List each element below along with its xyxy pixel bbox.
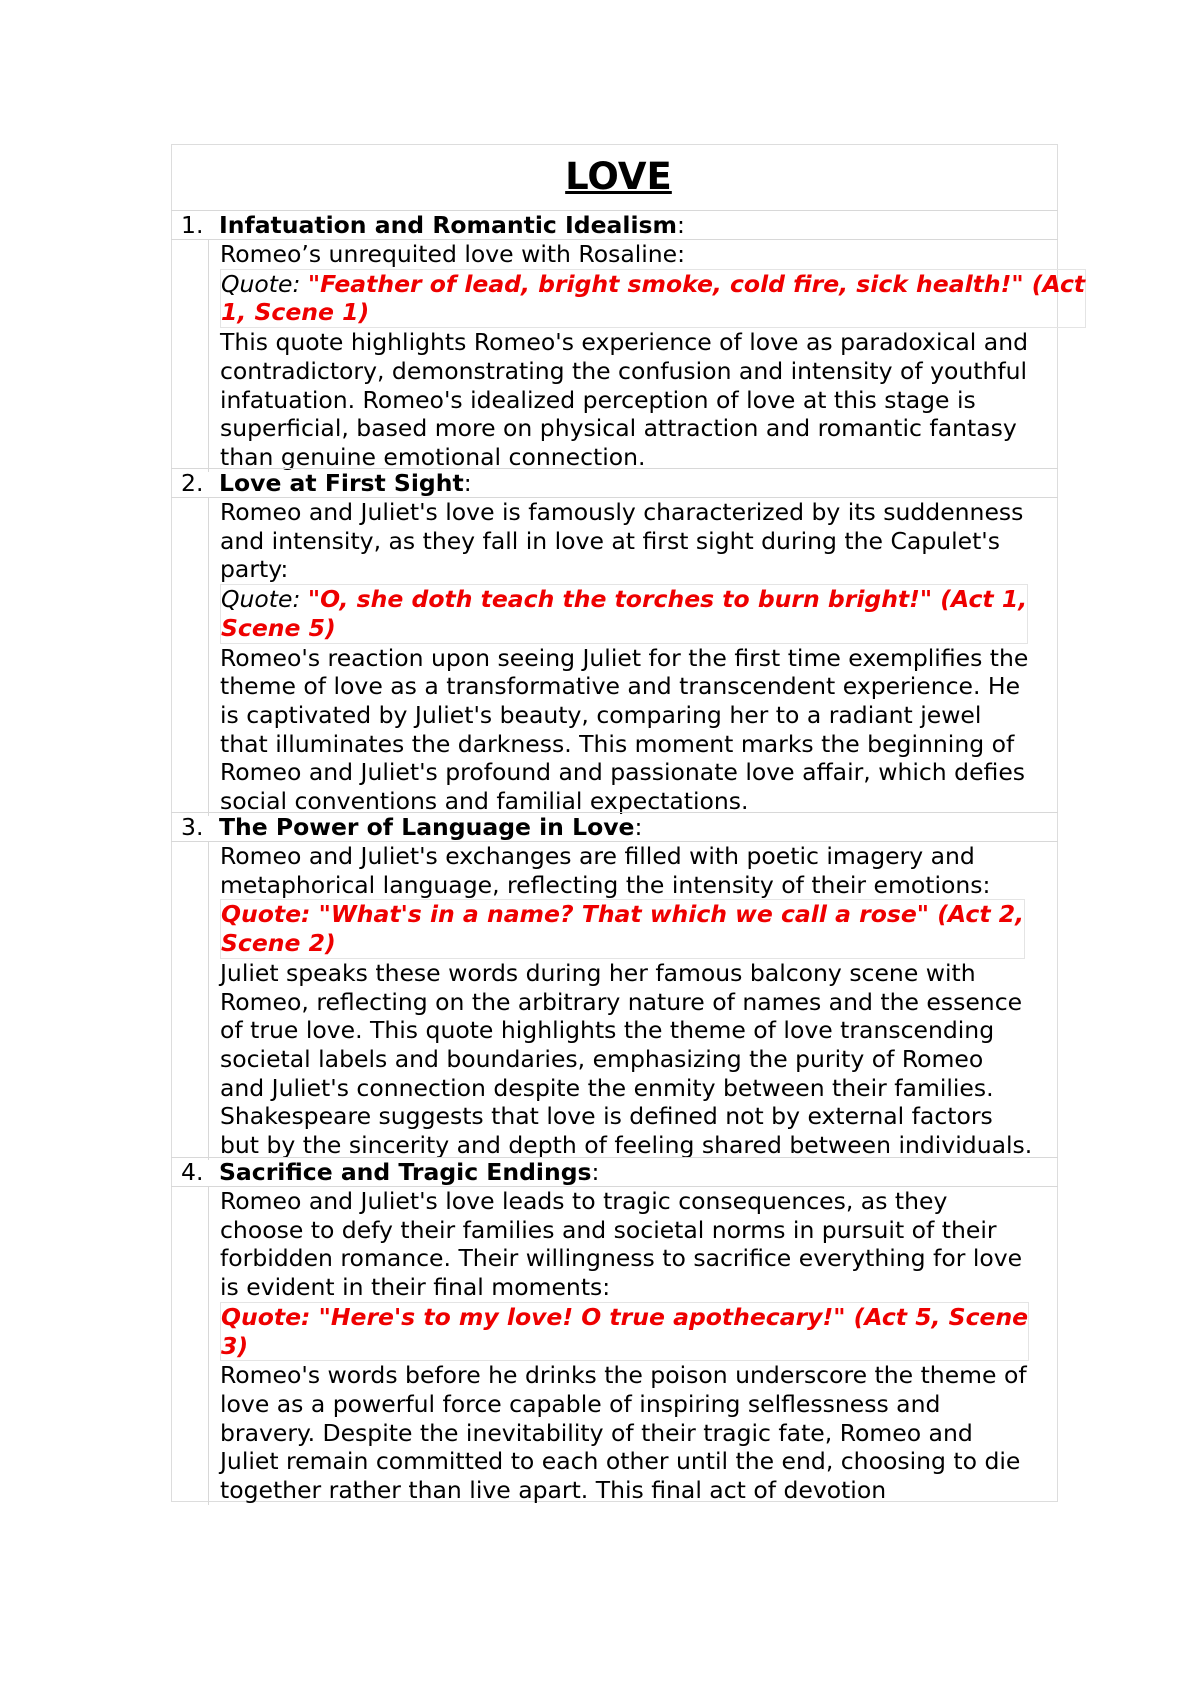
analysis-line: social conventions and familial expectations.: [220, 787, 749, 816]
section-title: Sacrifice and Tragic Endings: [219, 1158, 592, 1186]
analysis-line: together rather than live apart. This final act of devotion: [220, 1476, 887, 1505]
quote-text: Scene 2): [221, 929, 336, 958]
analysis-line: Romeo, reflecting on the arbitrary nature of names and the essence: [220, 987, 1023, 1016]
section-title: Love at First Sight: [219, 469, 464, 497]
quote-label: Quote:: [221, 269, 308, 298]
intro-line: and intensity, as they fall in love at first sight during the Capulet's: [220, 526, 1000, 555]
section-number: 2.: [181, 469, 204, 497]
quote-block: [220, 269, 1086, 328]
quote-text: 1, Scene 1): [221, 298, 370, 327]
quote-label: Quote:: [221, 1302, 319, 1331]
analysis-line: love as a powerful force capable of inspiring selflessness and: [220, 1389, 941, 1418]
section-number: 4.: [181, 1158, 204, 1186]
quote-text: "O, she doth teach the torches to burn bright!" (Act 1,: [307, 585, 1028, 614]
intro-line: forbidden romance. Their willingness to sacrifice everything for love: [220, 1244, 1023, 1273]
intro-line: is evident in their final moments:: [220, 1273, 611, 1302]
quote-block: [220, 584, 1028, 643]
intro-line: Romeo and Juliet's love is famously characterized by its suddenness: [220, 498, 1024, 526]
section-heading-1: [171, 210, 1058, 240]
intro-line: Romeo’s unrequited love with Rosaline:: [220, 240, 686, 268]
quote-label: Quote:: [221, 585, 308, 614]
quote-text: 3): [221, 1331, 249, 1360]
intro-line: choose to defy their families and societal norms in pursuit of their: [220, 1215, 997, 1244]
analysis-line: Romeo's words before he drinks the poison underscore the theme of: [220, 1361, 1027, 1390]
analysis-line: Juliet speaks these words during her famous balcony scene with: [220, 958, 976, 987]
analysis-line: that illuminates the darkness. This moment marks the beginning of: [220, 729, 1015, 758]
quote-block: [220, 899, 1025, 958]
analysis-line: Shakespeare suggests that love is defined not by external factors: [220, 1102, 993, 1131]
analysis-line: but by the sincerity and depth of feeling shared between individuals.: [220, 1131, 1033, 1160]
analysis-line: Romeo and Juliet's profound and passionate love affair, which defies: [220, 758, 1026, 787]
intro-line: Romeo and Juliet's love leads to tragic consequences, as they: [220, 1187, 948, 1215]
section-title: The Power of Language in Love: [219, 813, 635, 841]
quote-text: Scene 5): [221, 613, 336, 642]
section-heading-2: [171, 468, 1058, 498]
analysis-line: Romeo's reaction upon seeing Juliet for the first time exemplifies the: [220, 643, 1029, 672]
intro-line: Romeo and Juliet's exchanges are filled with poetic imagery and: [220, 842, 975, 870]
section-heading-3: [171, 812, 1058, 842]
analysis-line: theme of love as a transformative and transcendent experience. He: [220, 672, 1021, 701]
quote-block: [220, 1302, 1029, 1361]
section-number: 1.: [181, 211, 204, 239]
section-body-2: [208, 498, 1058, 816]
analysis-line: than genuine emotional connection.: [220, 442, 646, 471]
analysis-line: infatuation. Romeo's idealized perception of love at this stage is: [220, 385, 976, 414]
analysis-line: of true love. This quote highlights the theme of love transcending: [220, 1016, 995, 1045]
quote-text: "Feather of lead, bright smoke, cold fire, sick health!" (Act: [307, 269, 1086, 298]
analysis-line: This quote highlights Romeo's experience of love as paradoxical and: [220, 328, 1029, 357]
intro-line: party:: [220, 555, 289, 584]
heading-colon: :: [591, 1158, 600, 1186]
section-body-1: [208, 240, 1086, 472]
quote-text: "What's in a name? That which we call a rose" (Act 2,: [318, 900, 1025, 929]
section-number: 3.: [181, 813, 204, 841]
section-body-3: [208, 842, 1058, 1160]
analysis-line: bravery. Despite the inevitability of their tragic fate, Romeo and: [220, 1418, 973, 1447]
heading-colon: :: [676, 211, 685, 239]
heading-colon: :: [463, 469, 472, 497]
analysis-line: contradictory, demonstrating the confusion and intensity of youthful: [220, 356, 1028, 385]
analysis-line: Juliet remain committed to each other until the end, choosing to die: [220, 1447, 1021, 1476]
quote-label: Quote:: [221, 900, 319, 929]
analysis-line: societal labels and boundaries, emphasizing the purity of Romeo: [220, 1044, 984, 1073]
section-body-4: [208, 1187, 1058, 1505]
heading-colon: :: [634, 813, 643, 841]
section-heading-4: [171, 1157, 1058, 1187]
analysis-line: superficial, based more on physical attraction and romantic fantasy: [220, 414, 1017, 443]
intro-line: metaphorical language, reflecting the intensity of their emotions:: [220, 870, 991, 899]
quote-text: "Here's to my love! O true apothecary!" (Act 5, Scene: [318, 1302, 1029, 1331]
analysis-line: and Juliet's connection despite the enmity between their families.: [220, 1073, 994, 1102]
analysis-line: is captivated by Juliet's beauty, comparing her to a radiant jewel: [220, 700, 982, 729]
page-title: LOVE: [565, 155, 672, 198]
section-title: Infatuation and Romantic Idealism: [219, 211, 677, 239]
